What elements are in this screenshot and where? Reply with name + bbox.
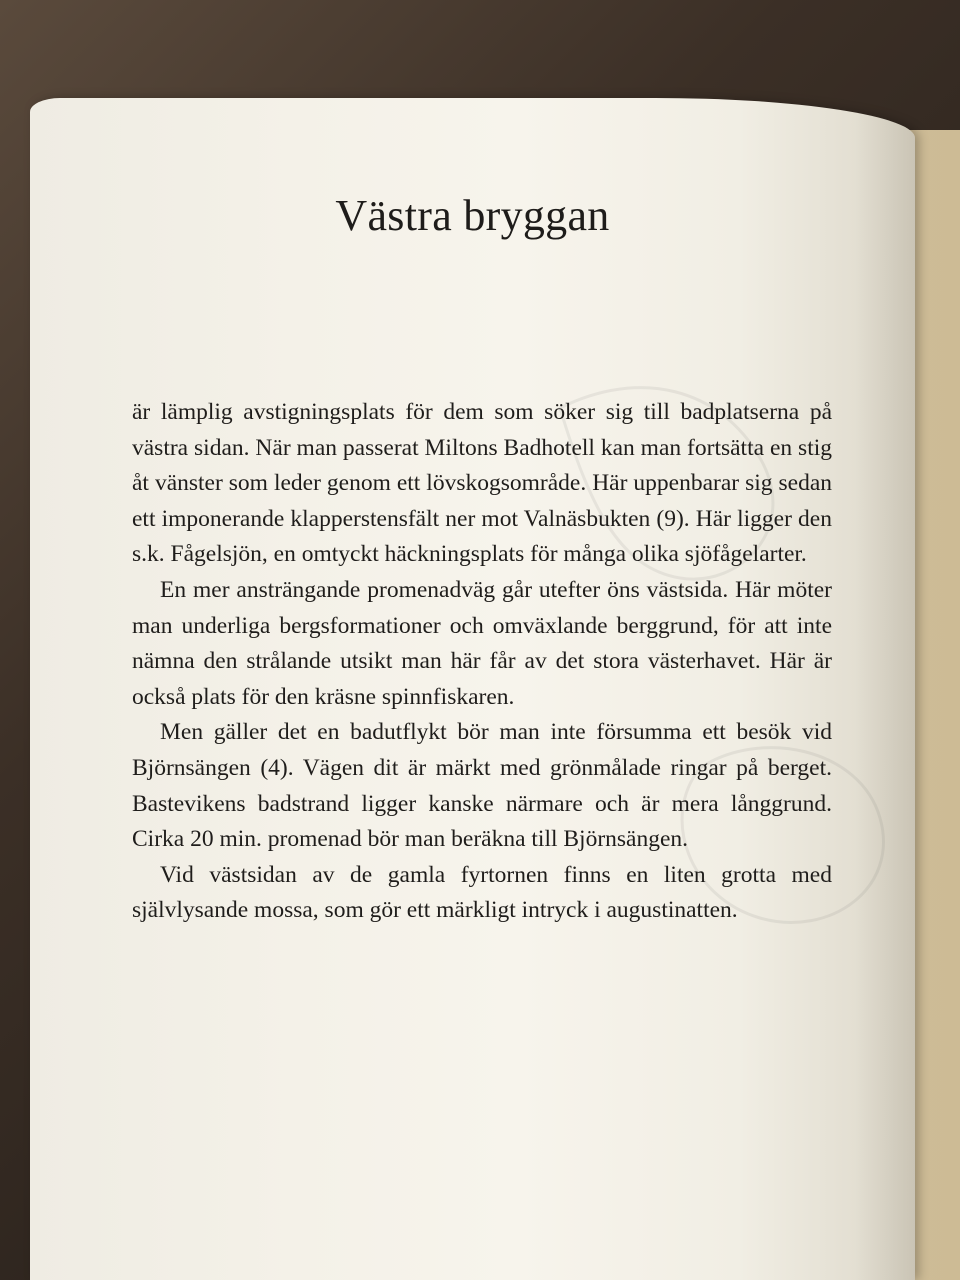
page-title: Västra bryggan: [335, 191, 610, 240]
book-page: [30, 98, 915, 1280]
paragraph: En mer ansträngande promenadväg går utefter öns västsida. Här möter man underliga bergsformationer och omväxlande berggrund, för att inte nämna den strålande utsikt man här får av det stora västerhavet. Här är också plats för den kräsne spinnfiskaren.: [132, 576, 832, 710]
paragraph: Vid västsidan av de gamla fyrtornen finns en liten grotta med självlysande mossa, som gör ett märkligt intryck i augustinatten.: [132, 861, 832, 924]
paragraph: Men gäller det en badutflykt bör man inte försumma ett besök vid Björnsängen (4). Vägen dit är märkt med grönmålade ringar på berget. Bastevikens badstrand ligger kanske närmare och är mera långgrund. Cirka 20 min. promenad bör man beräkna till Björnsängen.: [132, 719, 832, 853]
body-text: [132, 395, 832, 929]
paragraph: är lämplig avstigningsplats för dem som söker sig till badplatserna på västra sidan. När man passerat Miltons Badhotell kan man fortsätta en stig åt vänster som leder genom ett lövskogsområde. Här uppenbarar sig sedan ett imponerande klapperstensfält ner mot Valnäsbukten (9). Här ligger den s.k. Fågelsjön, en omtyckt häckningsplats för många olika sjöfågelarter.: [132, 399, 832, 568]
